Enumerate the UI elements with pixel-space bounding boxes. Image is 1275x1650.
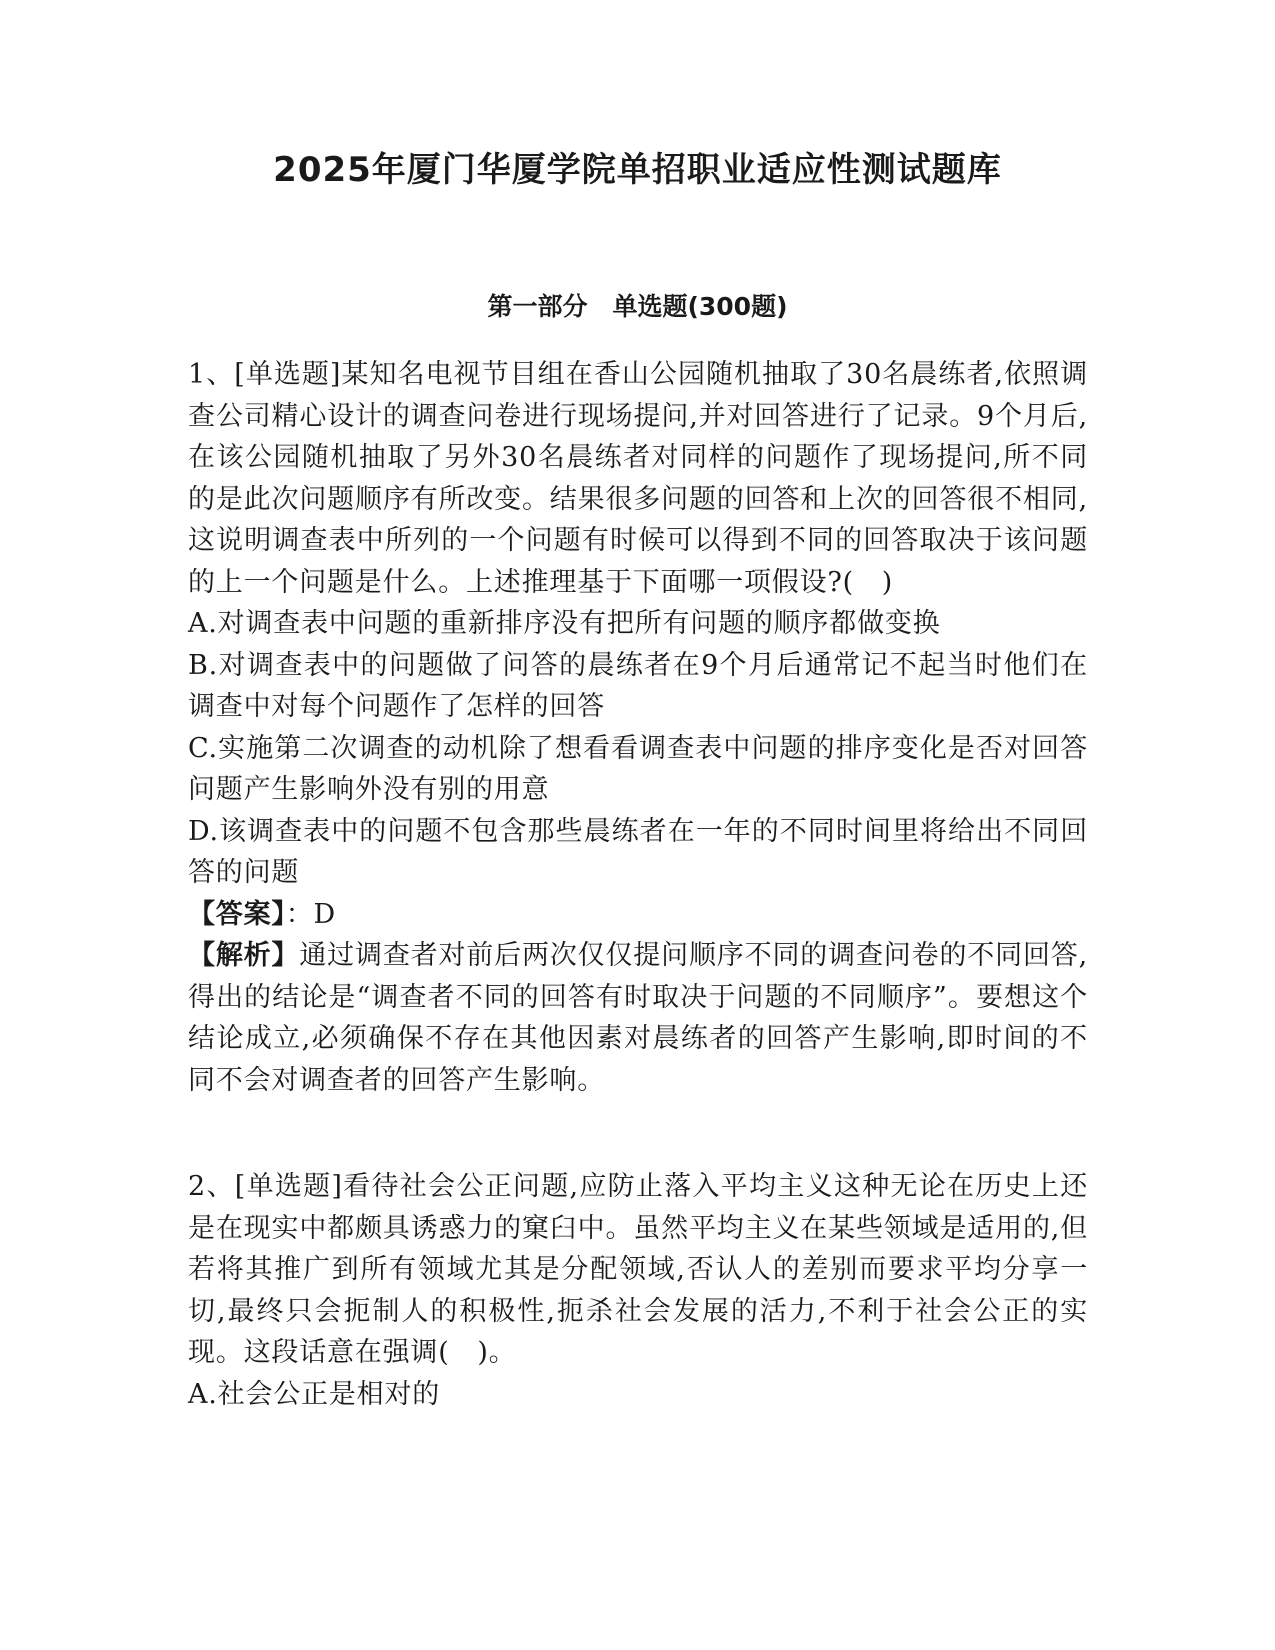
answer-separator: ： bbox=[285, 898, 314, 930]
answer-line bbox=[188, 894, 1088, 936]
option-c: C.实施第二次调查的动机除了想看看调查表中问题的排序变化是否对回答问题产生影响外没有别的用意 bbox=[188, 732, 1088, 805]
document-title: 2025年厦门华厦学院单招职业适应性测试题库 bbox=[273, 150, 1002, 190]
option-b: B.对调查表中的问题做了问答的晨练者在9个月后通常记不起当时他们在调查中对每个问题作了怎样的回答 bbox=[188, 649, 1088, 722]
section-title: 第一部分 单选题(300题) bbox=[487, 292, 788, 321]
analysis-paragraph bbox=[188, 935, 1088, 1101]
question-stem: 1、[单选题]某知名电视节目组在香山公园随机抽取了30名晨练者,依照调查公司精心设计的调查问卷进行现场提问,并对回答进行了记录。9个月后,在该公园随机抽取了另外30名晨练者对同样的问题作了现场提问,所不同的是此次问题顺序有所改变。结果很多问题的回答和上次的回答很不相同,这说明调查表中所列的一个问题有时候可以得到不同的回答取决于该问题的上一个问题是什么。上述推理基于下面哪一项假设?( ) bbox=[188, 359, 1088, 598]
question-2 bbox=[188, 1166, 1088, 1415]
analysis-text: 通过调查者对前后两次仅仅提问顺序不同的调查问卷的不同回答,得出的结论是“调查者不同的回答有时取决于问题的不同顺序”。要想这个结论成立,必须确保不存在其他因素对晨练者的回答产生影响,即时间的不同不会对调查者的回答产生影响。 bbox=[188, 940, 1088, 1096]
analysis-label: 【解析】 bbox=[188, 940, 300, 971]
option-a: A.对调查表中问题的重新排序没有把所有问题的顺序都做变换 bbox=[188, 608, 941, 639]
answer-label: 【答案】 bbox=[188, 898, 286, 930]
answer-value: D bbox=[313, 898, 336, 930]
option-a: A.社会公正是相对的 bbox=[188, 1378, 441, 1410]
option-d: D.该调查表中的问题不包含那些晨练者在一年的不同时间里将给出不同回答的问题 bbox=[188, 815, 1088, 888]
question-1 bbox=[188, 354, 1088, 1101]
question-stem: 2、[单选题]看待社会公正问题,应防止落入平均主义这种无论在历史上还是在现实中都颇具诱惑力的窠臼中。虽然平均主义在某些领域是适用的,但若将其推广到所有领域尤其是分配领域,否认人的差别而要求平均分享一切,最终只会扼制人的积极性,扼杀社会发展的活力,不利于社会公正的实现。这段话意在强调( )。 bbox=[188, 1171, 1088, 1368]
